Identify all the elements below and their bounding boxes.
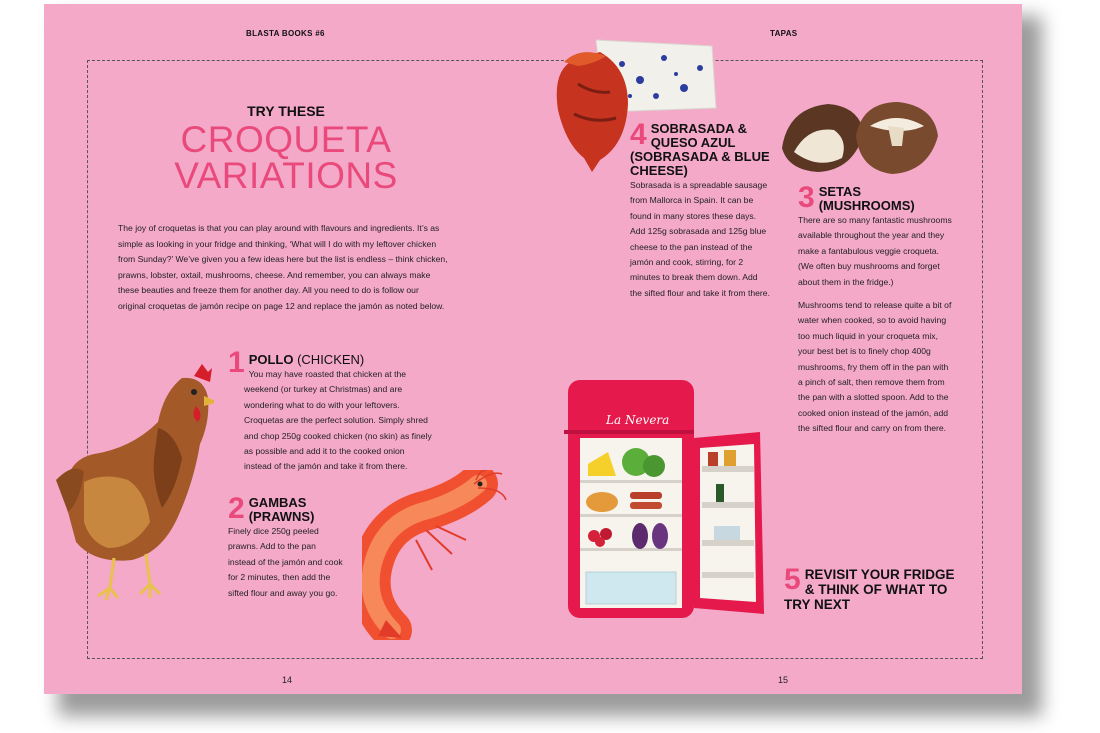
page-number-right: 15 xyxy=(778,675,789,685)
section-body: Sobrasada is a spreadable sausage from Mallorca in Spain. It can be found in many stores these days. Add 125g sobrasada and 125g blue cheese to the pan instead of the jamón and cook, stirring, for 2 minutes to break them down. Add the sifted flour and take it from there. xyxy=(630,180,770,298)
section-number: 1 xyxy=(228,346,245,379)
running-head-left: BLASTA BOOKS #6 xyxy=(246,29,325,38)
fridge-label: La Nevera xyxy=(606,413,670,427)
chicken-illustration xyxy=(54,362,214,607)
section-name: REVISIT YOUR FRIDGE & THINK OF WHAT TO TRY NEXT xyxy=(784,567,955,612)
section-name: GAMBAS xyxy=(248,495,307,510)
section-body-2: Mushrooms tend to release quite a bit of water when cooked, so to avoid having too much liquid in your croqueta mix, your best bet is to finely chop 400g mushrooms, fry them off in the pan with a pinch of salt, then remove them from the pan with a slotted spoon. Add to the cooked onion instead of the jamón, add the sifted flour and carry on from there. xyxy=(798,300,952,434)
section-number: 4 xyxy=(630,118,647,151)
sobrasada-cheese-illustration xyxy=(544,34,719,184)
section-body: Finely dice 250g peeled prawns. Add to the pan instead of the jamón and cook for 2 minutes, then add the sifted flour and away you go. xyxy=(228,526,343,598)
section-subtitle: (PRAWNS) xyxy=(248,509,315,524)
section-subtitle: (SOBRASADA & BLUE CHEESE) xyxy=(630,149,770,178)
page-number-left: 14 xyxy=(282,675,293,685)
section-subtitle: (MUSHROOMS) xyxy=(818,198,915,213)
intro-paragraph: The joy of croquetas is that you can play around with flavours and ingredients. It’s as simple as looking in your fridge and thinking, ‘What will I do with my leftover chicken from Sunday?’ We’ve given you a few ideas here but the list is endless – think chicken, prawns, lobster, oxtail, mushrooms, cheese. And remember, you can always make these beauties and freeze them for another day. All you need to do is follow our original croquetas de jamón recipe on page 12 and replace the jamón as noted below. xyxy=(118,223,448,311)
fridge-illustration xyxy=(564,376,770,626)
prawn-illustration xyxy=(362,470,507,640)
section-body: You may have roasted that chicken at the weekend (or turkey at Christmas) and are wondering what to do with your leftovers. Croquetas are the perfect solution. Simply shred and chop 250g cooked chicken (no skin) as finely as possible and add it to the cooked onion instead of the jamón and take it from there. xyxy=(244,369,432,472)
section-number: 3 xyxy=(798,181,815,214)
section-pollo xyxy=(228,346,433,475)
section-number: 2 xyxy=(228,492,245,525)
kicker: TRY THESE xyxy=(247,103,325,119)
section-name: POLLO xyxy=(248,352,294,367)
book-spread xyxy=(44,4,1022,694)
title-line-1: CROQUETA xyxy=(180,119,392,160)
section-body: There are so many fantastic mushrooms available throughout the year and they make a fantabulous veggie croqueta. (We often buy mushrooms and forget about them in the fridge.) xyxy=(798,215,952,287)
title-line-2: VARIATIONS xyxy=(174,155,398,196)
running-head-right: TAPAS xyxy=(770,29,798,38)
section-subtitle: (CHICKEN) xyxy=(297,352,365,367)
section-heading xyxy=(228,350,433,367)
section-gambas xyxy=(228,492,343,601)
section-setas xyxy=(798,181,952,437)
section-number: 5 xyxy=(784,563,801,596)
section-name: SOBRASADA & QUESO AZUL xyxy=(650,121,747,150)
section-heading xyxy=(798,181,952,214)
section-heading xyxy=(228,492,343,525)
section-revisit xyxy=(784,563,960,612)
mushrooms-illustration xyxy=(778,96,940,178)
page-title xyxy=(44,119,528,196)
section-name: SETAS xyxy=(818,184,862,199)
